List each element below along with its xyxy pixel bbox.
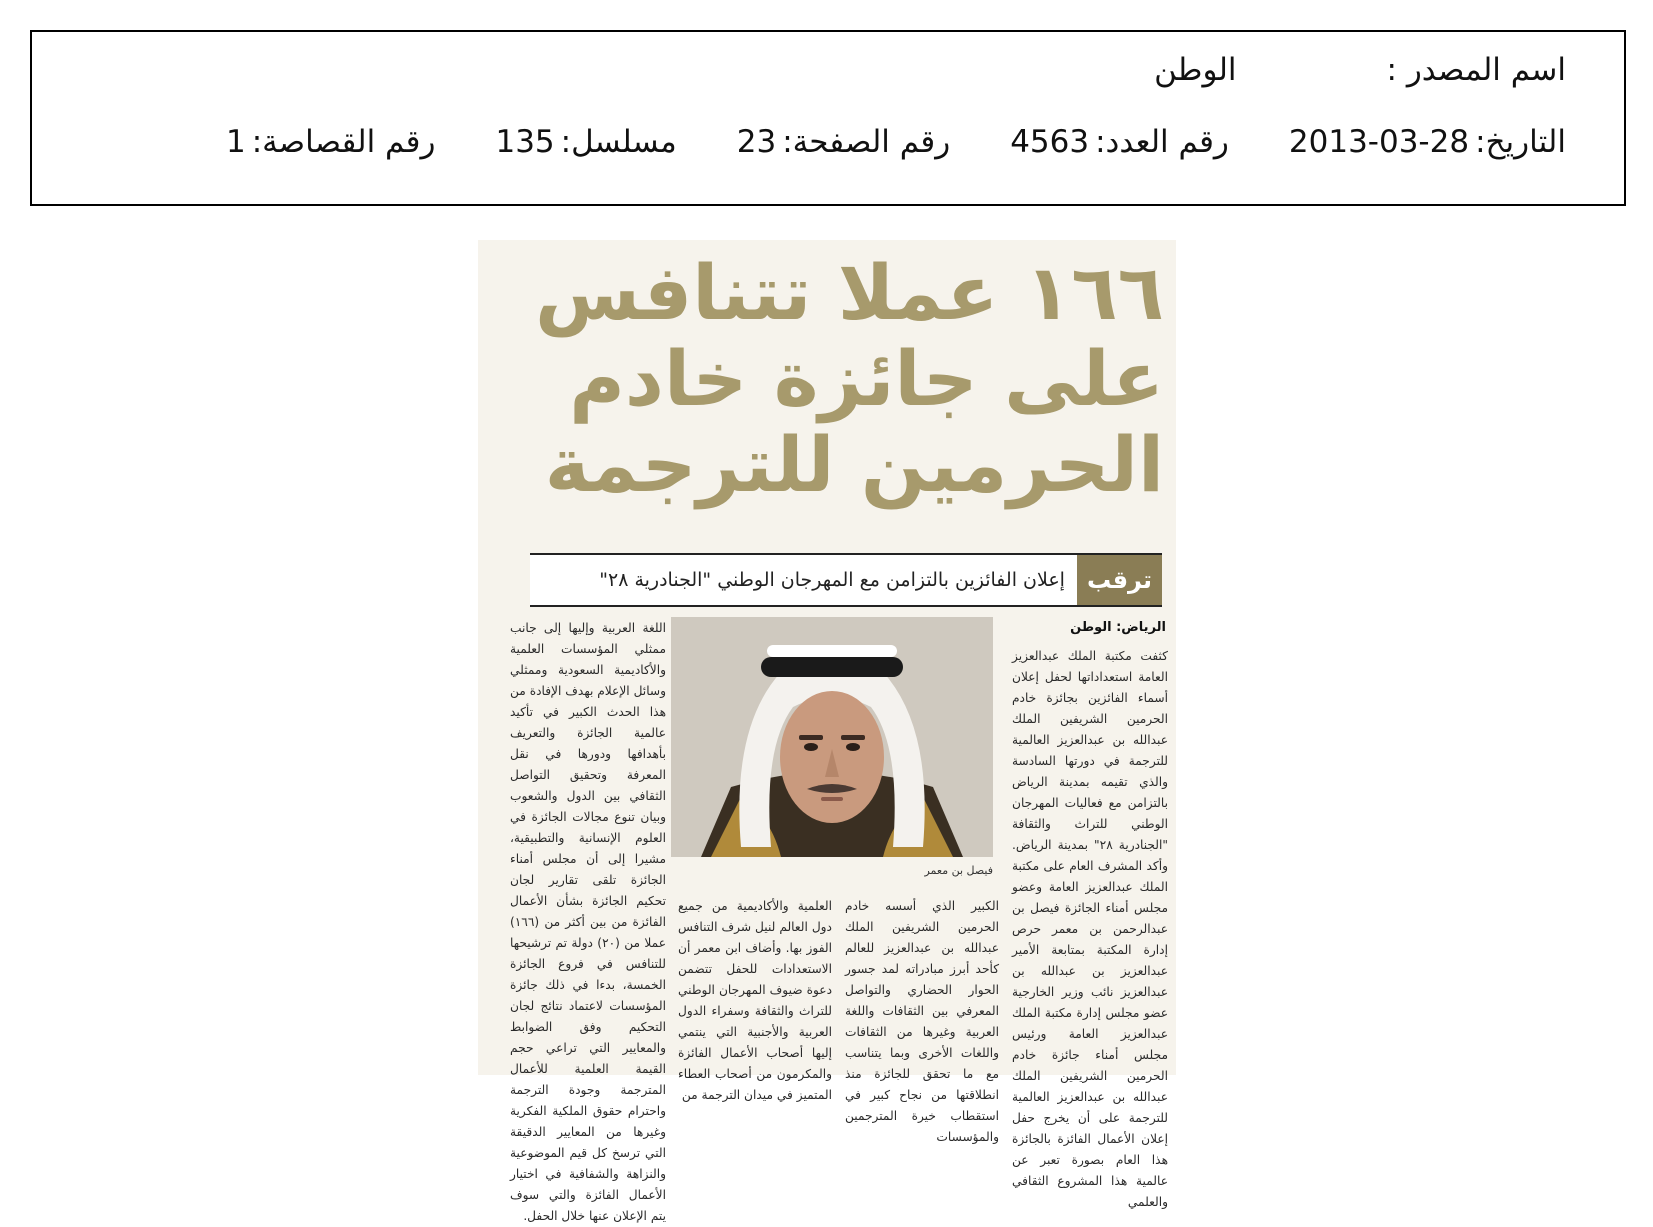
serial-field <box>495 124 676 160</box>
portrait-illustration <box>671 617 993 857</box>
column-2-text: الكبير الذي أسسه خادم الحرمين الشريفين الملك عبدالله بن عبدالعزيز للعالم كأحد أبرز مبادراته لمد جسور الحوار الحضاري والتواصل المعرفي بين الثقافات واللغة العربية وغيرها من الثقافات واللغات الأخرى وبما يتناسب مع ما تحقق للجائزة منذ انطلاقتها من نجاح كبير في استقطاب خيرة المترجمين والمؤسسات <box>845 899 999 1144</box>
meta-row <box>226 124 1566 160</box>
issue-value: 4563 <box>1010 124 1090 160</box>
article-column-2 <box>845 896 999 1144</box>
headline-line-2: على جائزة خادم <box>569 334 1164 423</box>
article-byline: الرياض: الوطن <box>1070 620 1166 635</box>
issue-field <box>1010 124 1229 160</box>
column-3-text: العلمية والأكاديمية من جميع دول العالم لنيل شرف التنافس الفوز بها. وأضاف ابن معمر أن الاستعدادات للحفل تتضمن دعوة ضيوف المهرجان الوطني للتراث والثقافة وسفراء الدول العربية والأجنبية التي ينتمي إليها أصحاب الأعمال الفائزة والمكرمون من أصحاب العطاء المتميز في ميدان الترجمة من <box>678 899 832 1102</box>
clip-number-value: 1 <box>226 124 246 160</box>
clip-number-field <box>226 124 435 160</box>
page-label: رقم الصفحة: <box>782 124 951 160</box>
date-field <box>1289 124 1566 160</box>
article-headline <box>535 248 1164 509</box>
column-4-text: اللغة العربية وإليها إلى جانب ممثلي المؤسسات العلمية والأكاديمية السعودية وممثلي وسائل الإعلام بهدف الإفادة من هذا الحدث الكبير في تأكيد عالمية الجائزة والتعريف بأهدافها ودورها في نقل المعرفة وتحقيق التواصل الثقافي بين الدول والشعوب وبيان تنوع مجالات الجائزة في العلوم الإنسانية والتطبيقية، مشيرا إلى أن مجلس أمناء الجائزة تلقى تقارير لجان تحكيم الجائزة بشأن الأعمال الفائزة من بين أكثر من (١٦٦) عملا من (٢٠) دولة تم ترشيحها للتنافس في فروع الجائزة الخمسة، بدءا في ذلك جائزة المؤسسات لاعتماد نتائج لجان التحكيم وفق الضوابط والمعايير التي تراعي حجم القيمة العلمية للأعمال المترجمة وجودة الترجمة واحترام حقوق الملكية الفكرية وغيرها من المعايير الدقيقة التي ترسخ كل قيم الموضوعية والنزاهة والشفافية في اختيار الأعمال الفائزة والتي سوف يتم الإعلان عنها خلال الحفل. <box>510 621 666 1223</box>
column-1-text: كثفت مكتبة الملك عبدالعزيز العامة استعداداتها لحفل إعلان أسماء الفائزين بجائزة خادم الحرمين الشريفين الملك عبدالله بن عبدالعزيز العالمية للترجمة في دورتها السادسة والذي تقيمه بمدينة الرياض بالتزامن مع فعاليات المهرجان الوطني للتراث والثقافة "الجنادرية ٢٨" بمدينة الرياض. وأكد المشرف العام على مكتبة الملك عبدالعزيز العامة وعضو مجلس أمناء الجائزة فيصل بن عبدالرحمن بن معمر حرص إدارة المكتبة بمتابعة الأمير عبدالعزيز بن عبدالله بن عبدالعزيز نائب وزير الخارجية عضو مجلس إدارة مكتبة الملك عبدالعزيز العامة ورئيس مجلس أمناء جائزة خادم الحرمين الشريفين الملك عبدالله بن عبدالعزيز العالمية للترجمة على أن يخرج حفل إعلان الأعمال الفائزة بالجائزة هذا العام بصورة تعبر عن عالمية هذا المشروع الثقافي والعلمي <box>1012 649 1168 1209</box>
article-column-4 <box>510 618 666 1223</box>
source-field <box>1154 52 1566 88</box>
photo-caption: فيصل بن معمر <box>924 864 993 877</box>
issue-label: رقم العدد: <box>1095 124 1229 160</box>
source-label: اسم المصدر : <box>1386 52 1566 88</box>
serial-value: 135 <box>495 124 555 160</box>
source-row <box>1154 52 1566 88</box>
source-value: الوطن <box>1154 52 1237 88</box>
article-column-3 <box>678 896 832 1102</box>
page-value: 23 <box>736 124 777 160</box>
date-label: التاريخ: <box>1475 124 1566 160</box>
newspaper-clipping <box>478 240 1176 1223</box>
article-column-1 <box>1012 646 1168 1209</box>
article-subhead: إعلان الفائزين بالتزامن مع المهرجان الوطني "الجنادرية ٢٨" <box>599 569 1065 591</box>
page-field <box>737 124 950 160</box>
section-tag: ترقب <box>1077 555 1162 605</box>
subhead-bar <box>530 553 1162 607</box>
date-value: 2013-03-28 <box>1288 124 1470 160</box>
headline-line-3: الحرمين للترجمة <box>544 420 1164 509</box>
clipping-info-box <box>30 30 1626 206</box>
article-photo <box>671 617 993 857</box>
serial-label: مسلسل: <box>560 124 677 160</box>
clip-number-label: رقم القصاصة: <box>251 124 436 160</box>
headline-line-1: ١٦٦ عملا تتنافس <box>535 248 1164 337</box>
